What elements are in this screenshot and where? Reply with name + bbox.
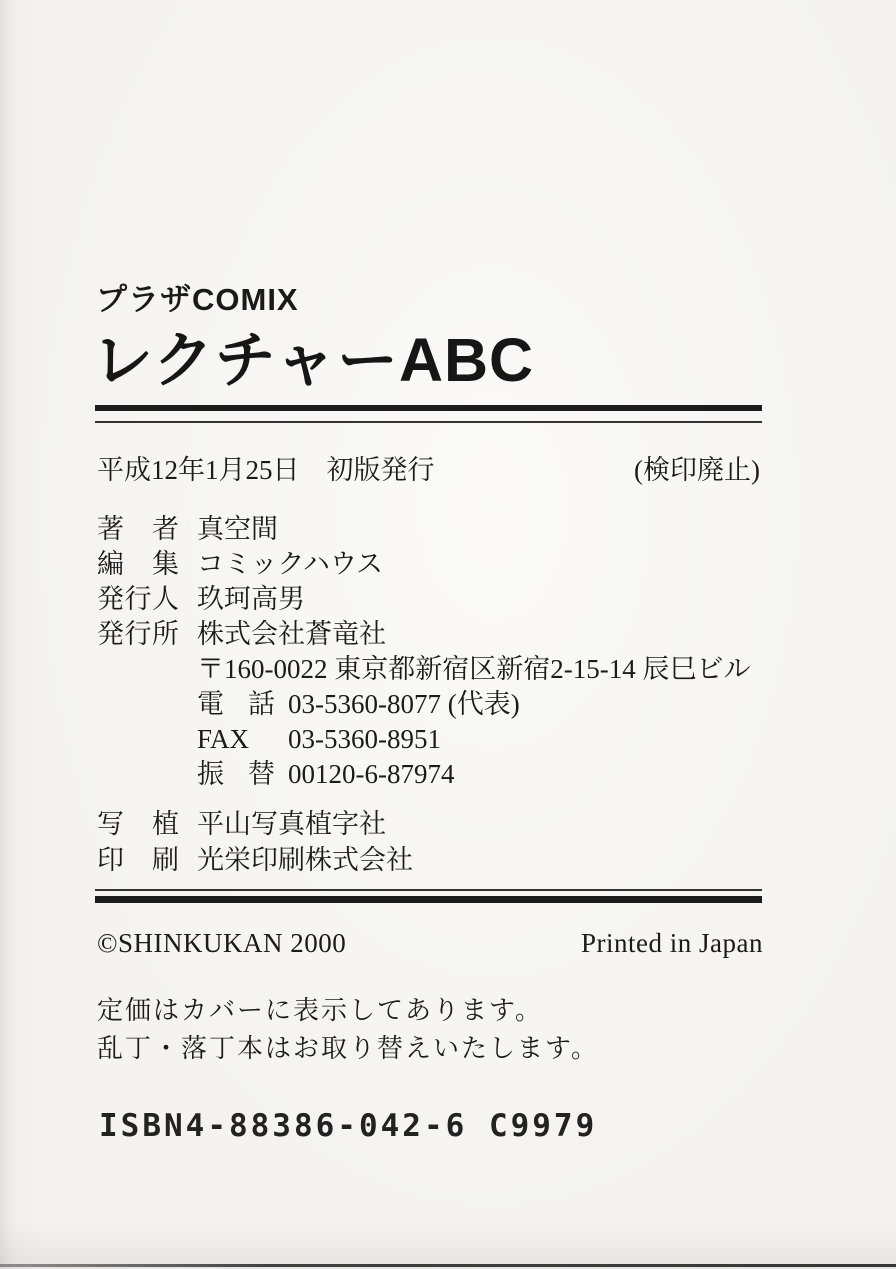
publication-date: 平成12年1月25日 初版発行 <box>97 455 435 485</box>
copyright-divider-thin-bar <box>95 889 762 891</box>
phone-number: 03-5360-8077 (代表) <box>288 689 520 719</box>
typesetting-row <box>97 806 413 842</box>
phone-row <box>197 687 750 722</box>
page-bottom-edge-shadow <box>0 1264 896 1267</box>
typesetting-company: 平山写真植字社 <box>197 809 386 839</box>
title-divider-thick-bar <box>95 405 762 411</box>
printing-company: 光栄印刷株式会社 <box>197 845 413 875</box>
fax-label: FAX <box>197 724 250 754</box>
edition-line <box>97 448 760 487</box>
book-title: レクチャーABC <box>92 326 535 394</box>
editor-label: 編集 <box>97 549 179 579</box>
fax-number: 03-5360-8951 <box>288 724 441 754</box>
author-row <box>97 512 750 547</box>
publisher-person-name: 玖珂高男 <box>197 584 305 614</box>
publisher-credits <box>97 512 750 792</box>
inspection-seal-note: (検印廃止) <box>634 455 760 485</box>
purchase-notes <box>97 992 599 1068</box>
production-credits <box>97 806 413 878</box>
printed-in-japan-text: Printed in Japan <box>581 928 763 958</box>
publisher-person-row <box>97 582 750 617</box>
imprint-label: プラザCOMIX <box>96 282 299 317</box>
publisher-address: 〒160-0022 東京都新宿区新宿2-15-14 辰巳ビル <box>197 654 751 684</box>
copyright-divider-thick-bar <box>95 896 762 903</box>
postal-transfer-number: 00120-6-87974 <box>288 759 455 789</box>
publisher-contact-block <box>197 652 750 792</box>
typesetting-label: 写植 <box>97 809 179 839</box>
publisher-company-name: 株式会社蒼竜社 <box>197 619 386 649</box>
price-note: 定価はカバーに表示してあります。 <box>97 996 543 1025</box>
postal-transfer-label: 振替 <box>197 759 275 789</box>
publisher-company-row <box>97 617 750 652</box>
isbn-code: ISBN4-88386-042-6 C9979 <box>99 1108 598 1144</box>
editor-name: コミックハウス <box>197 549 384 579</box>
author-name: 真空間 <box>197 514 278 544</box>
author-label: 著者 <box>97 514 179 544</box>
fax-row <box>197 722 750 757</box>
postal-transfer-row <box>197 757 750 792</box>
copyright-divider <box>95 889 762 903</box>
copyright-notice: ©SHINKUKAN 2000 <box>97 928 347 958</box>
printing-row <box>97 842 413 878</box>
title-divider <box>95 405 762 423</box>
defective-copy-note: 乱丁・落丁本はお取り替えいたします。 <box>97 1034 599 1063</box>
publisher-person-label: 発行人 <box>97 584 179 614</box>
editor-row <box>97 547 750 582</box>
publisher-company-label: 発行所 <box>97 619 179 649</box>
printing-label: 印刷 <box>97 845 179 875</box>
phone-label: 電話 <box>197 689 275 719</box>
title-divider-thin-bar <box>95 421 762 423</box>
copyright-line <box>97 928 763 959</box>
